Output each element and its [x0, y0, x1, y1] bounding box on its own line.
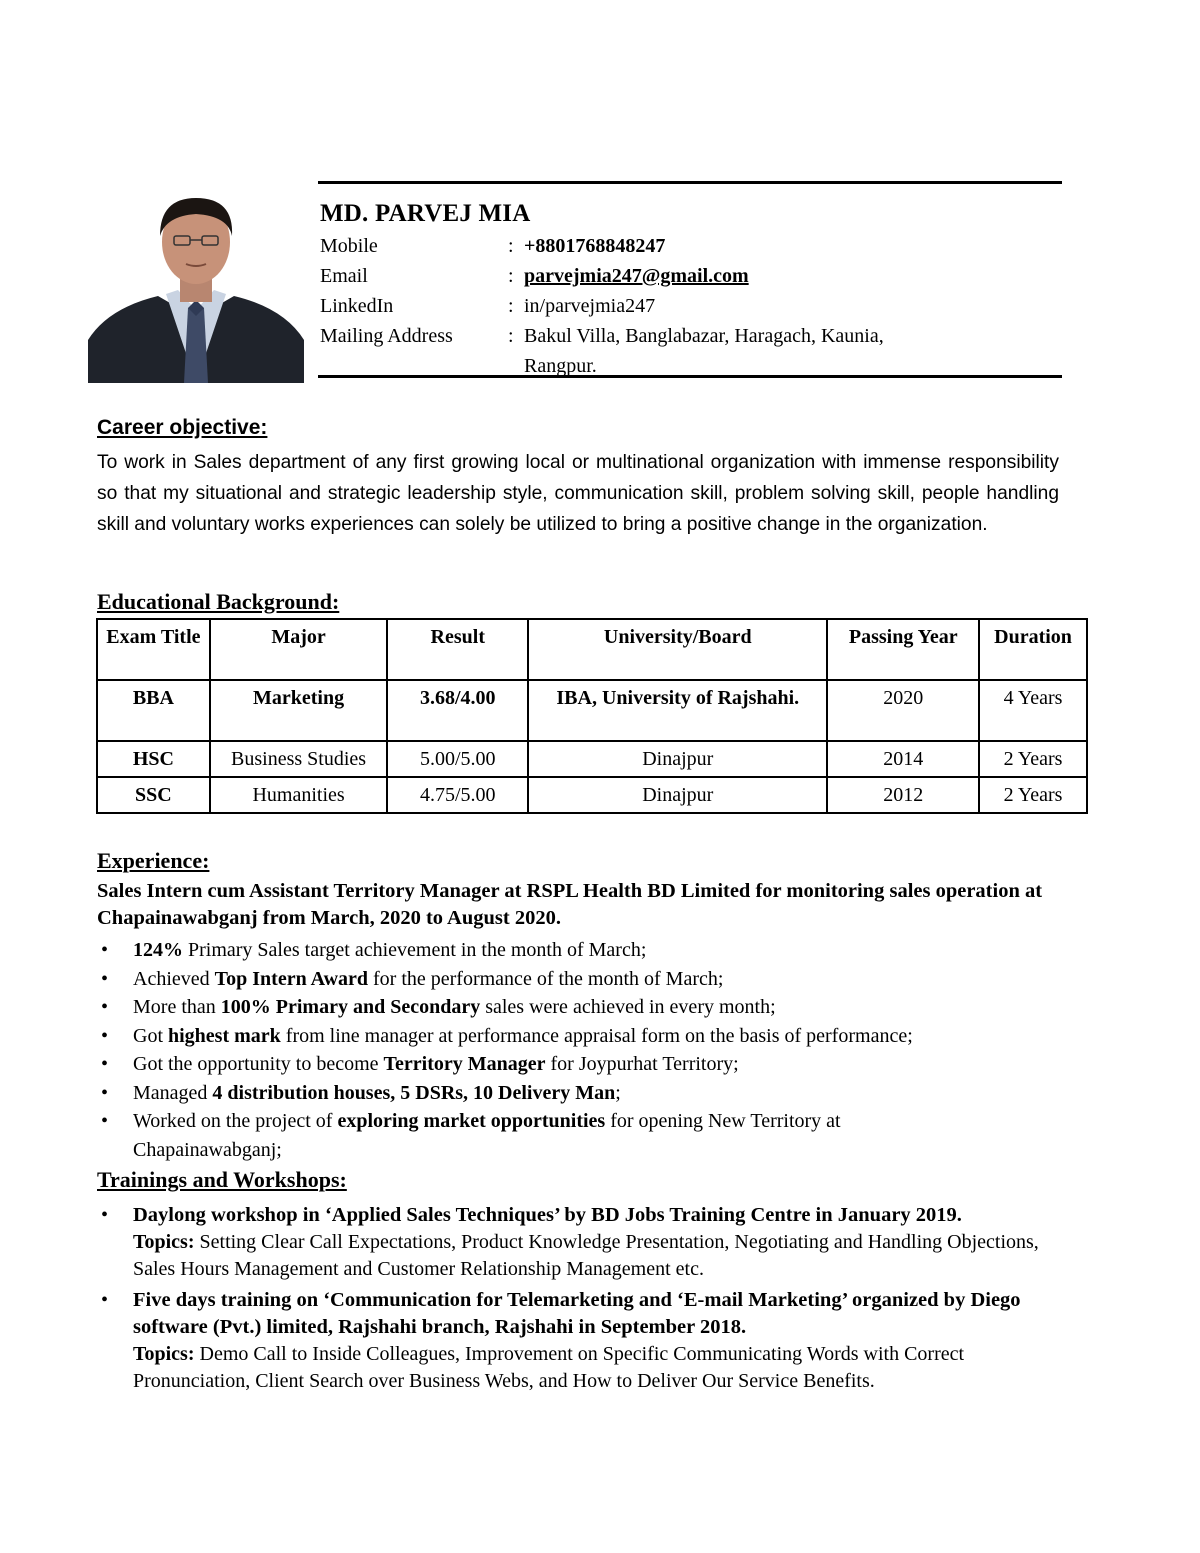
trainings-list [97, 1202, 1047, 1399]
column-header: Major [210, 619, 388, 680]
career-objective-text: To work in Sales department of any first growing local or multinational organization with immense responsibility so that my situational and strategic leadership style, communication skill, problem solving skill, people handling skill and voluntary works experiences can solely be utilized to bring a positive change in the organization. [97, 452, 1059, 535]
contact-label: Mailing Address [320, 325, 453, 347]
mailing-address: Bakul Villa, Banglabazar, Haragach, Kaunia, [524, 325, 884, 347]
list-item [97, 1287, 1047, 1395]
mobile-number: +8801768848247 [524, 235, 666, 257]
training-topics: Demo Call to Inside Colleagues, Improvement on Specific Communicating Words with Correct Pronunciation, Client Search over Business Webs, and How to Deliver Our Service Benefits. [133, 1343, 965, 1392]
table-cell: Marketing [210, 680, 388, 741]
contact-label: Email [320, 265, 368, 287]
list-item: • Achieved Top Intern Award for the performance of the month of March; [97, 965, 1057, 994]
list-item: • Worked on the project of exploring market opportunities for opening New Territory at Chapainawabganj; [97, 1107, 963, 1164]
list-item [97, 1202, 1047, 1283]
table-cell: 2012 [827, 777, 979, 813]
list-item: • Got the opportunity to become Territory Manager for Joypurhat Territory; [97, 1050, 1057, 1079]
column-header: University/Board [528, 619, 827, 680]
experience-heading: Experience: [97, 848, 210, 873]
full-name: MD. PARVEJ MIA [320, 200, 531, 227]
table-cell: 2020 [827, 680, 979, 741]
column-header: Result [387, 619, 528, 680]
education-table [96, 618, 1088, 814]
list-item: • Got highest mark from line manager at performance appraisal form on the basis of performance; [97, 1022, 1057, 1051]
bullet-icon: • [101, 967, 109, 990]
contact-label: LinkedIn [320, 295, 394, 317]
contact-label: Mobile [320, 235, 378, 257]
contact-colon: : [508, 325, 514, 347]
table-cell: Business Studies [210, 741, 388, 777]
table-cell: BBA [97, 680, 210, 741]
bullet-icon: • [101, 1110, 109, 1132]
table-cell: 4 Years [979, 680, 1087, 741]
table-cell: Humanities [210, 777, 388, 813]
profile-photo [88, 190, 304, 383]
topics-label: Topics: [133, 1231, 195, 1253]
contact-colon: : [508, 295, 514, 317]
column-header: Passing Year [827, 619, 979, 680]
trainings-heading: Trainings and Workshops: [97, 1167, 347, 1192]
email-link[interactable]: parvejmia247@gmail.com [524, 265, 749, 287]
table-cell: Dinajpur [528, 741, 827, 777]
table-cell: HSC [97, 741, 210, 777]
bullet-icon: • [101, 939, 109, 961]
contact-colon: : [508, 235, 514, 257]
education-heading: Educational Background: [97, 589, 340, 614]
list-item: • Managed 4 distribution houses, 5 DSRs, 10 Delivery Man; [97, 1079, 1057, 1108]
experience-title: Sales Intern cum Assistant Territory Manager at RSPL Health BD Limited for monitoring sales operation at Chapainawabganj from March, 2020 to August 2020. [97, 880, 1043, 929]
bullet-icon: • [101, 1204, 109, 1226]
list-item: • 124% Primary Sales target achievement in the month of March; [97, 936, 1057, 965]
bullet-icon: • [101, 1081, 109, 1104]
table-header-row [97, 619, 1087, 680]
table-cell: IBA, University of Rajshahi. [528, 680, 827, 741]
contact-colon: : [508, 265, 514, 287]
training-topics: Setting Clear Call Expectations, Product Knowledge Presentation, Negotiating and Handling Objections, Sales Hours Management and Customer Relationship Management etc. [133, 1231, 1039, 1280]
table-row [97, 680, 1087, 741]
table-cell: SSC [97, 777, 210, 813]
bullet-icon: • [101, 1053, 109, 1075]
training-title: Daylong workshop in ‘Applied Sales Techniques’ by BD Jobs Training Centre in January 2019. [133, 1204, 962, 1226]
table-cell: 2014 [827, 741, 979, 777]
bullet-icon: • [101, 996, 109, 1018]
table-cell: 3.68/4.00 [387, 680, 528, 741]
table-cell: 4.75/5.00 [387, 777, 528, 813]
table-cell: 2 Years [979, 777, 1087, 813]
contact-header [318, 181, 1062, 378]
training-title: Five days training on ‘Communication for Telemarketing and ‘E-mail Marketing’ organized by Diego software (Pvt.) limited, Rajshahi branch, Rajshahi in September 2018. [133, 1289, 1021, 1338]
mailing-address-line2: Rangpur. [524, 355, 597, 377]
column-header: Duration [979, 619, 1087, 680]
column-header: Exam Title [97, 619, 210, 680]
list-item: • More than 100% Primary and Secondary sales were achieved in every month; [97, 993, 1057, 1022]
experience-list [97, 936, 1057, 1164]
bullet-icon: • [101, 1289, 109, 1311]
table-row [97, 777, 1087, 813]
table-cell: 5.00/5.00 [387, 741, 528, 777]
linkedin-handle: in/parvejmia247 [524, 295, 656, 317]
table-row [97, 741, 1087, 777]
career-objective-heading: Career objective: [97, 416, 268, 439]
bullet-icon: • [101, 1024, 109, 1047]
table-cell: Dinajpur [528, 777, 827, 813]
table-cell: 2 Years [979, 741, 1087, 777]
topics-label: Topics: [133, 1343, 195, 1365]
